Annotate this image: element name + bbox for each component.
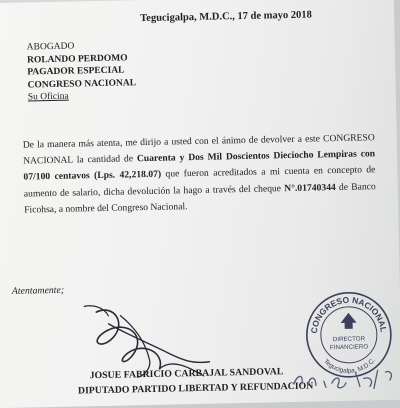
addressee-office: Su Oficina [27, 92, 69, 103]
addressee-title: ABOGADO [26, 41, 75, 53]
closing: Atentamente; [11, 284, 65, 297]
body-text-2: la cantidad de [72, 153, 138, 166]
stamp-bottom-text: Tegucigalpa, M.D.C. [322, 357, 377, 375]
body-text-3: que fueron acreditados a mi cuenta en concepto de aumento de salario, dicha devolución la hago a través del cheque [23, 164, 376, 200]
stamp-financial: FINANCIERO [329, 343, 369, 352]
addressee-name: ROLANDO PERDOMO [26, 52, 128, 66]
addressee-institution: CONGRESO NACIONAL [27, 78, 137, 91]
handwritten-annotation [289, 342, 398, 394]
page-edge [0, 0, 394, 3]
signer-position: DIPUTADO PARTIDO LIBERTAD Y REFUNDACION [77, 380, 314, 397]
body-institution: CONGRESO NACIONAL [23, 132, 375, 167]
addressee-position: PAGADOR ESPECIAL [27, 65, 125, 78]
dateline: Tegucigalpa, M.D.C., 17 de mayo 2018 [140, 9, 312, 25]
stamp-top-text: CONGRESO NACIONAL [308, 294, 389, 335]
body-amount: Cuarenta y Dos Mil Doscientos Dieciocho Lempiras con 07/100 centavos (Lps. 42,218.07) [23, 148, 376, 184]
letter-body [23, 130, 377, 218]
body-check-number: N°.01740344 [284, 181, 336, 194]
body-text-4: de Banco Ficohsa, a nombre del Congreso Nacional. [24, 180, 376, 216]
addressee-block [27, 39, 137, 104]
stamp-director: DIRECTOR [332, 335, 366, 344]
signer-name: JOSUE FABRICIO CARBAJAL SANDOVAL [89, 366, 284, 382]
body-text-1: De la manera más atenta, me dirijo a usted con el ánimo de devolver a este [22, 133, 324, 151]
stamp-emblem-icon [340, 313, 356, 329]
